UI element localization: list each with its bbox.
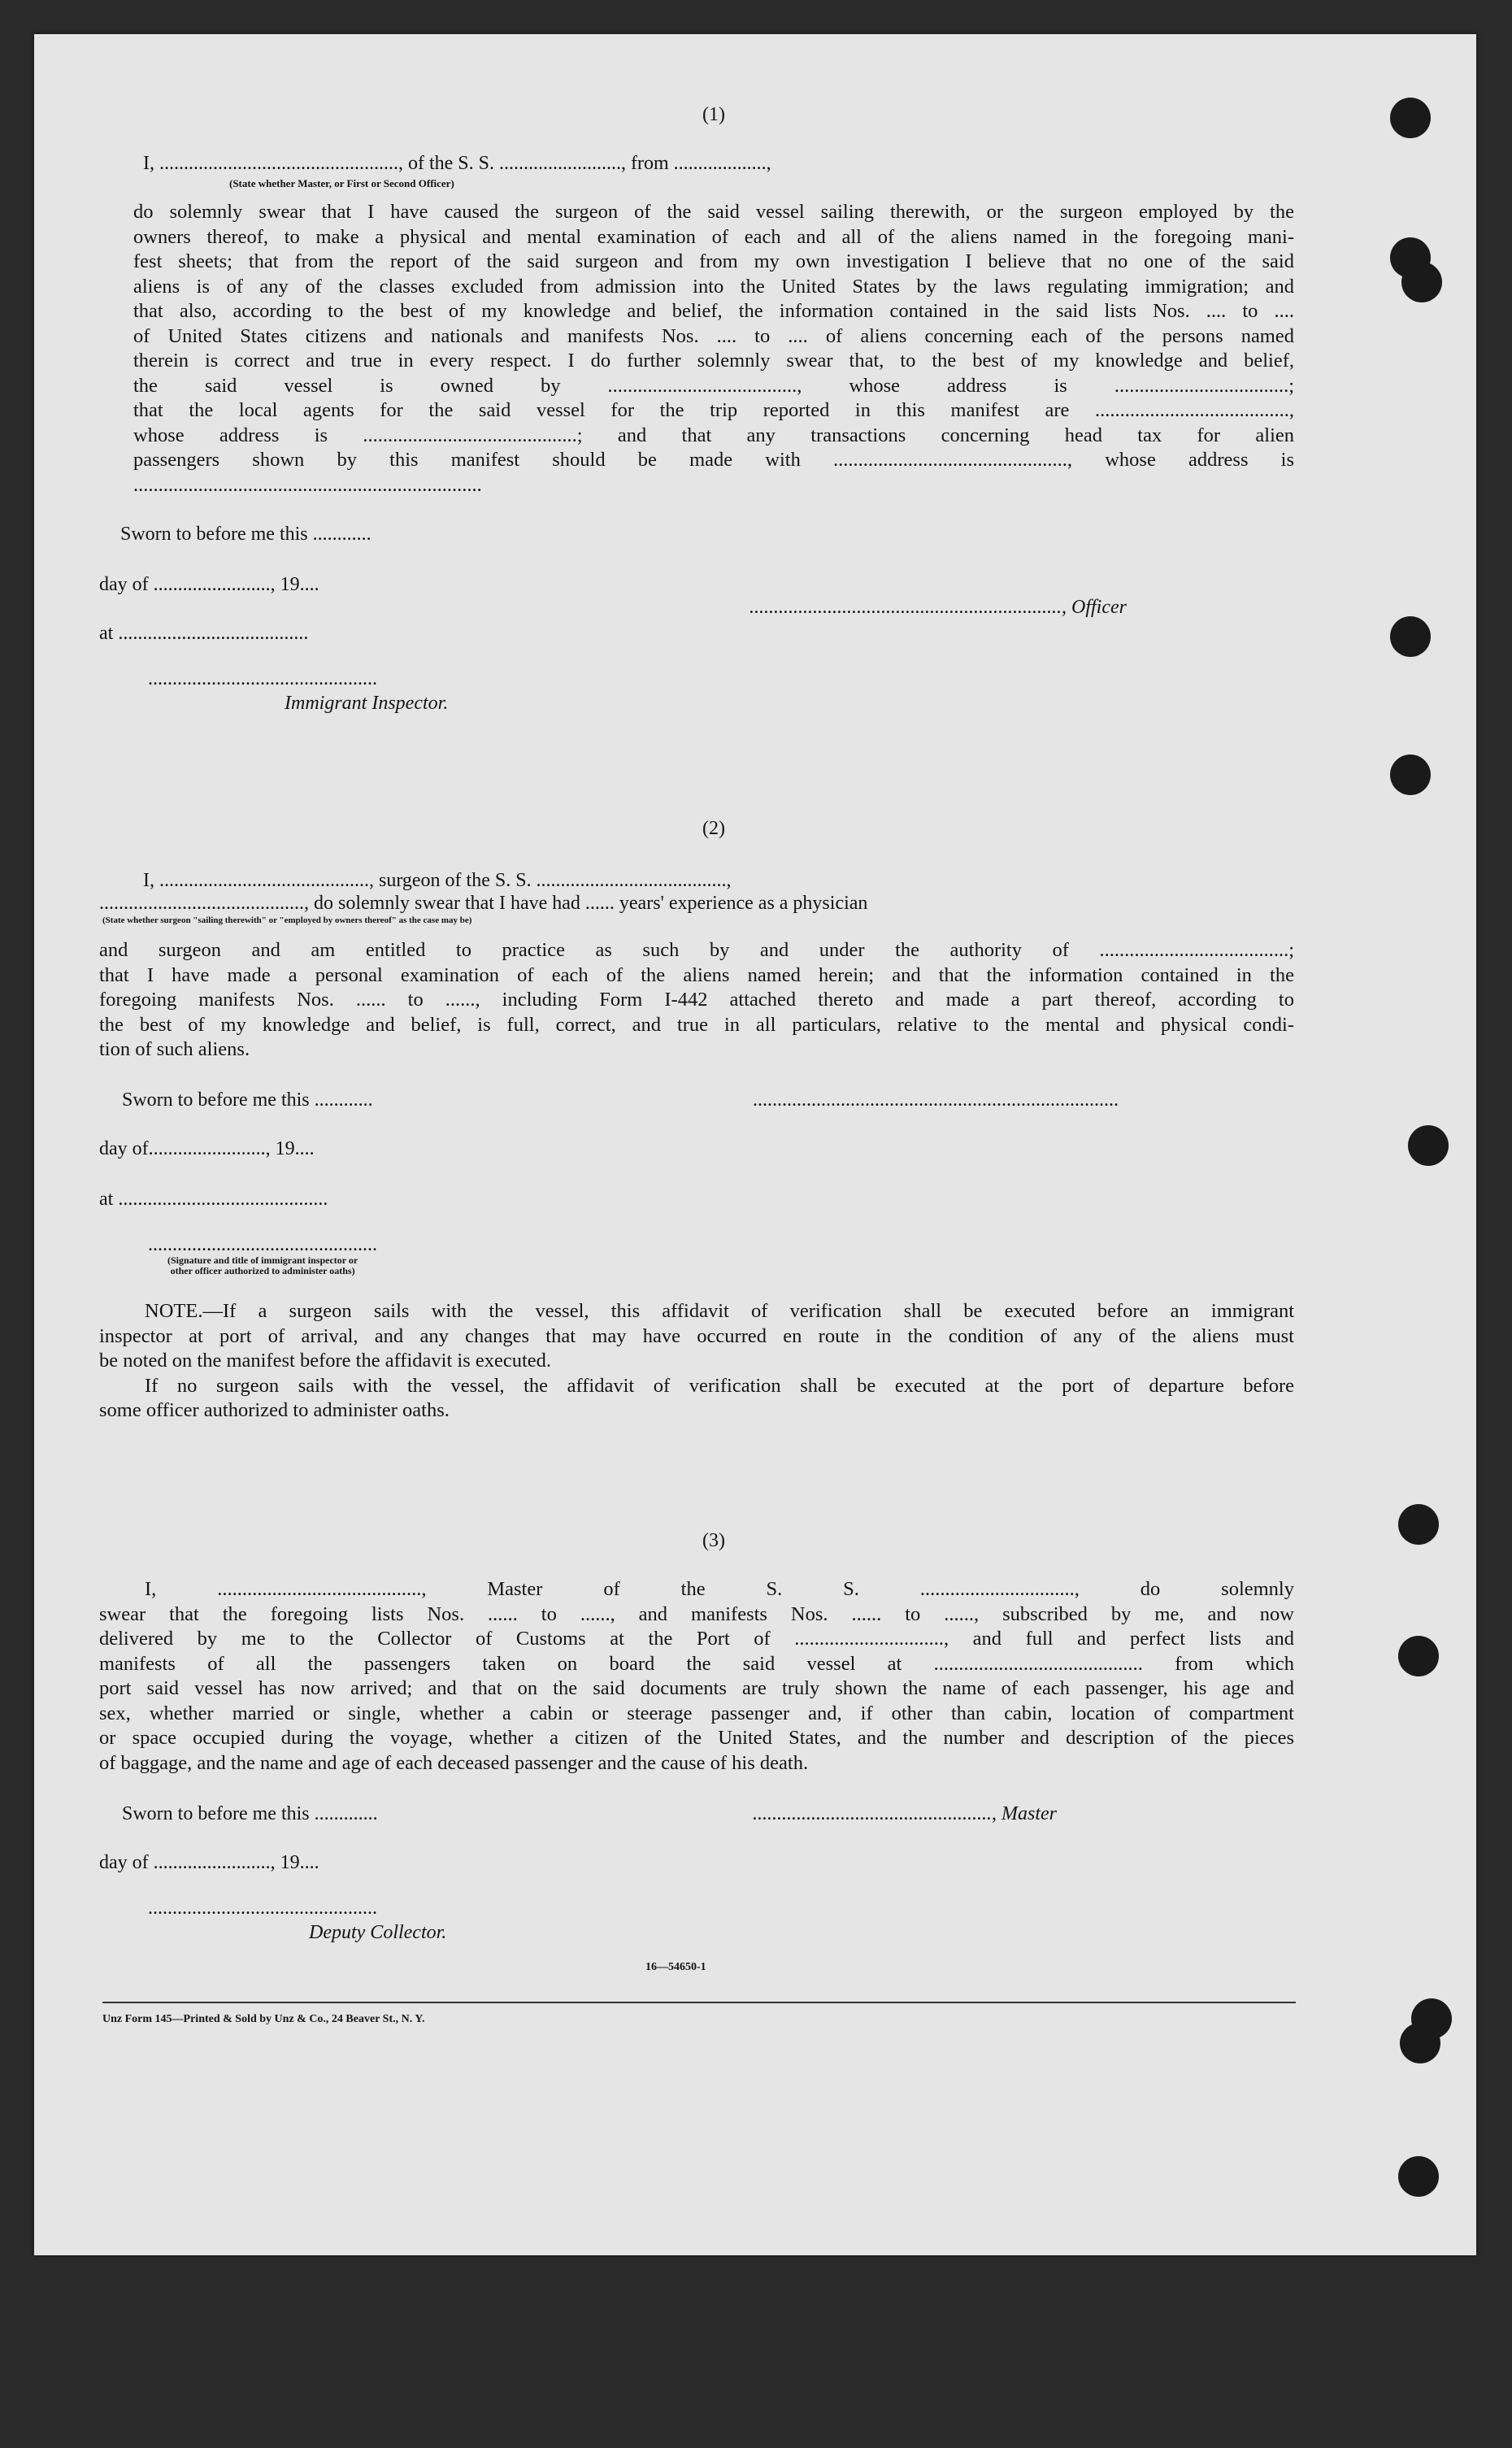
paragraph-line: inspector at port of arrival, and any changes that may have occurred en route in the condition of any of the aliens must [99,1324,1294,1347]
paragraph-line: delivered by me to the Collector of Customs at the Port of .............................., and full and perfect lists and [99,1628,1294,1650]
section-2-note [99,1299,1294,1424]
footer-printer-line: Unz Form 145—Printed & Sold by Unz & Co., 24 Beaver St., N. Y. [102,2013,425,2025]
paragraph-line: If no surgeon sails with the vessel, the affidavit of verification shall be executed at the port of departure before [145,1374,1294,1397]
section-3-collector-label: Deputy Collector. [309,1922,447,1943]
punch-hole [1390,616,1431,657]
paragraph-line: that I have made a personal examination of each of the aliens named herein; and that the information contained in the [99,963,1294,986]
section-3-master-line: ................................................., Master [753,1803,1057,1824]
section-1-inspector-dots: ............................................... [148,668,377,689]
section-1-oath-note: (State whether Master, or First or Second Officer) [229,177,454,189]
paragraph-line: do solemnly swear that I have caused the surgeon of the said vessel sailing therewith, or the surgeon employed by the [133,201,1294,223]
punch-hole [1400,2023,1440,2063]
section-3-number: (3) [702,1530,725,1551]
paragraph-line: tion of such aliens. [99,1038,250,1060]
section-1-oath-line: I, ................................................., of the S. S. ........................., from ..................., [143,153,771,174]
section-1-officer-line: ................................................................, Officer [749,597,1127,618]
section-1-inspector-label: Immigrant Inspector. [285,693,449,714]
paragraph-line: passengers shown by this manifest should be made with ..............................................., whose address is [133,449,1294,471]
paragraph-line: some officer authorized to administer oaths. [99,1399,450,1421]
punch-hole [1398,2156,1439,2197]
section-2-sworn: Sworn to before me this ............ [122,1089,373,1111]
section-3-collector-dots: ............................................... [148,1898,377,1919]
paragraph-line: NOTE.—If a surgeon sails with the vessel, this affidavit of verification shall be executed before an immigrant [145,1300,1294,1322]
paragraph-line: that the local agents for the said vessel for the trip reported in this manifest are ......................................., [133,399,1294,421]
punch-hole [1401,262,1442,302]
paragraph-line: therein is correct and true in every respect. I do further solemnly swear that, to the best of my knowledge and belief, [133,350,1294,372]
paragraph-line: foregoing manifests Nos. ...... to ......, including Form I-442 attached thereto and made a part thereof, according to [99,989,1294,1011]
paragraph-line: of United States citizens and nationals and manifests Nos. .... to .... of aliens concerning each of the persons named [133,324,1294,347]
section-2-signature-note: (Signature and title of immigrant inspector or other officer authorized to administer oaths) [167,1254,358,1276]
manifest-page [34,34,1476,2255]
section-3-sworn: Sworn to before me this ............. [122,1803,378,1824]
paragraph-line: and surgeon and am entitled to practice as such by and under the authority of ......................................; [99,939,1294,961]
punch-hole [1390,98,1431,138]
paragraph-line: that also, according to the best of my knowledge and belief, the information contained in the said lists Nos. .... to .... [133,300,1294,322]
section-2-signature-line: ............................................... [148,1234,377,1255]
section-3-day: day of ........................, 19.... [99,1852,319,1873]
paragraph-line: the best of my knowledge and belief, is full, correct, and true in all particulars, relative to the mental and physical condi- [99,1013,1294,1036]
form-code: 16—54650-1 [645,1961,706,1973]
paragraph-line: ...................................................................... [133,473,482,496]
section-1-sworn: Sworn to before me this ............ [120,524,371,545]
paragraph-line: aliens is of any of the classes excluded from admission into the United States by the laws regulating immigration; and [133,275,1294,298]
footer-rule [102,2002,1296,2003]
section-2-day: day of........................, 19.... [99,1138,315,1159]
section-1-day: day of ........................, 19.... [99,574,319,595]
section-1-paragraph [133,200,1294,498]
section-2-line-2-note: (State whether surgeon "sailing therewith" or "employed by owners thereof" as the case may be) [102,915,472,925]
section-2-number: (2) [702,818,725,839]
section-1-at: at ....................................... [99,623,309,644]
paragraph-line: of baggage, and the name and age of each deceased passenger and the cause of his death. [99,1751,809,1774]
punch-hole [1390,754,1431,795]
paragraph-line: or space occupied during the voyage, whether a citizen of the United States, and the number and description of the pieces [99,1727,1294,1749]
punch-hole [1408,1125,1449,1166]
paragraph-line: manifests of all the passengers taken on board the said vessel at .......................................... from which [99,1652,1294,1675]
punch-hole [1398,1636,1439,1676]
paragraph-line: owners thereof, to make a physical and mental examination of each and all of the aliens named in the foregoing mani- [133,225,1294,248]
paragraph-line: swear that the foregoing lists Nos. ...... to ......, and manifests Nos. ...... to ......, subscribed by me, and now [99,1602,1294,1625]
section-2-at: at ........................................... [99,1189,328,1210]
paragraph-line: be noted on the manifest before the affidavit is executed. [99,1350,552,1372]
section-2-line-1: I, ..........................................., surgeon of the S. S. ......................................., [143,870,732,891]
paragraph-line: fest sheets; that from the report of the said surgeon and from my own investigation I believe that no one of the said [133,250,1294,272]
paragraph-line: I, ........................................., Master of the S. S. ..............................., do solemnly [145,1578,1294,1600]
section-2-signature-dots: ........................................................................... [753,1089,1119,1111]
section-3-paragraph [99,1577,1294,1776]
section-2-paragraph [99,938,1294,1063]
section-2-line-2: .........................................., do solemnly swear that I have had ...... years' experience as a physician [99,893,868,914]
paragraph-line: sex, whether married or single, whether a cabin or steerage passenger and, if other than cabin, location of compartment [99,1702,1294,1724]
section-1-number: (1) [702,104,725,125]
paragraph-line: the said vessel is owned by ......................................, whose address is ...................................; [133,374,1294,397]
paragraph-line: port said vessel has now arrived; and that on the said documents are truly shown the name of each passenger, his age and [99,1677,1294,1699]
paragraph-line: whose address is ...........................................; and that any transactions concerning head tax for alien [133,424,1294,446]
punch-hole [1398,1504,1439,1545]
